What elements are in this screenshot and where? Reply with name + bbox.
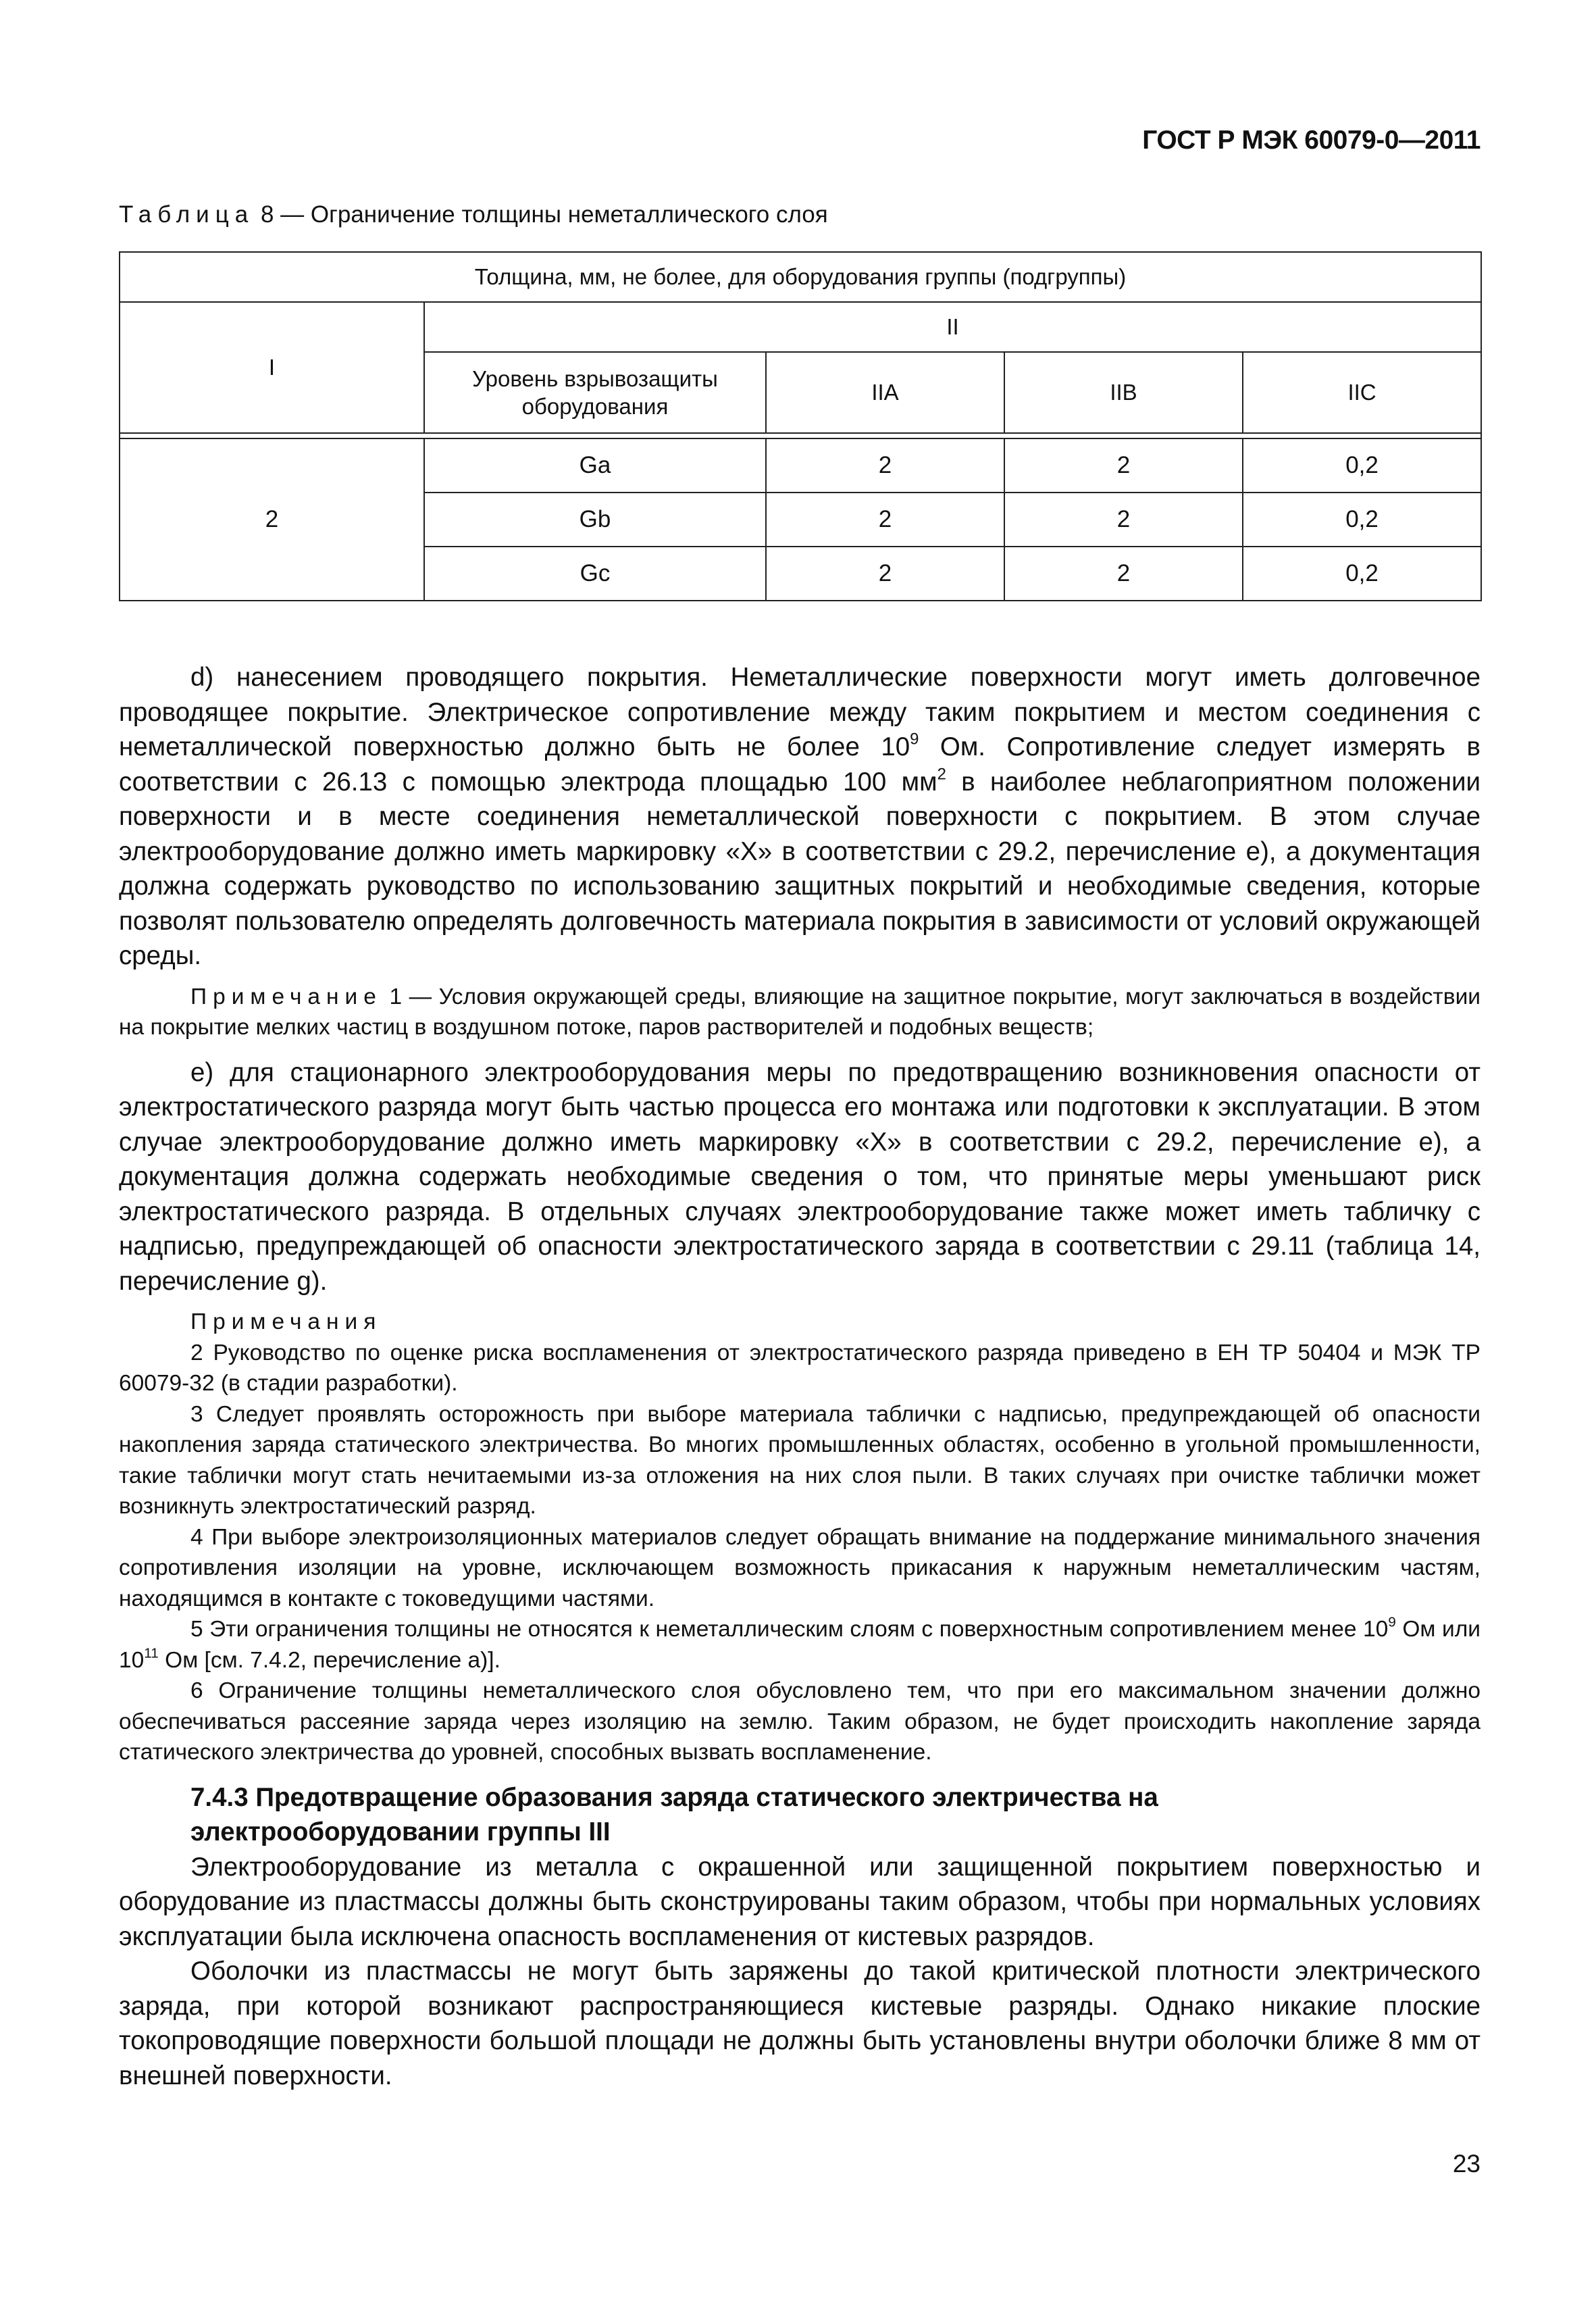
table-header-row (120, 252, 1481, 302)
table-cell-iic: 0,2 (1243, 493, 1481, 547)
group-i-value: 2 (120, 438, 424, 601)
table-cell-iia: 2 (766, 493, 1004, 547)
table-cell-iia: 2 (766, 438, 1004, 493)
table-main-header: Толщина, мм, не более, для оборудования группы (подгруппы) (120, 252, 1481, 302)
table-row (120, 438, 1481, 493)
note-4: 4 При выборе электроизоляционных материалов следует обращать внимание на поддержание минимального значения сопротивления изоляции на уровне, исключающем возможность прикасания к наружным неметаллическим частям, находящимся в контакте с токоведущими частями. (119, 1524, 1481, 1611)
subgroup-iia-header: IIA (766, 352, 1004, 433)
body-text (119, 660, 1481, 2093)
table-cell-iib: 2 (1004, 493, 1243, 547)
table-caption (119, 201, 828, 228)
table-cell-level: Gc (424, 547, 766, 601)
standard-header: ГОСТ Р МЭК 60079-0—2011 (1142, 126, 1481, 155)
subgroup-iib-header: IIB (1004, 352, 1243, 433)
group-ii-header: II (424, 302, 1481, 352)
note-6: 6 Ограничение толщины неметаллического слоя обусловлено тем, что при его максимальном значении должно обеспечиваться рассеяние заряда через изоляцию на землю. Таким образом, не будет происходить накопление заряда статического электричества до уровней, способных вызвать воспламенение. (119, 1678, 1481, 1765)
thickness-table (119, 251, 1482, 601)
section-paragraph-1: Электрооборудование из металла с окрашенной или защищенной покрытием поверхностью и оборудование из пластмассы должны быть сконструированы таким образом, чтобы при нормальных условиях эксплуатации была исключена опасность воспламенения от кистевых разрядов. (119, 1852, 1481, 1951)
table-cell-iib: 2 (1004, 438, 1243, 493)
epl-header: Уровень взрывозащиты оборудования (424, 352, 766, 433)
table-cell-level: Ga (424, 438, 766, 493)
table-cell-level: Gb (424, 493, 766, 547)
document-page (119, 0, 1481, 2314)
note-5: 5 Эти ограничения толщины не относятся к неметаллическим слоям с поверхностным сопротивлением менее $10^9$ Ом или $10^{11}$ Ом [см. 7.4.2, перечисление а)]. (119, 1614, 1481, 1673)
table-cell-iic: 0,2 (1243, 547, 1481, 601)
group-i-header: I (120, 302, 424, 433)
table-cell-iia: 2 (766, 547, 1004, 601)
note-1: Примечание 1 — Условия окружающей среды, влияющие на защитное покрытие, могут заключаться в воздействии на покрытие мелких частиц в воздушном потоке, паров растворителей и подобных веществ; (119, 984, 1481, 1040)
paragraph-d: d) нанесением проводящего покрытия. Неметаллические поверхности могут иметь долговечное проводящее покрытие. Электрическое сопротивление между таким покрытием и местом соединения с неметаллической поверхностью должно быть не более $10^9$ Ом. Сопротивление следует измерять в соответствии с 26.13 с помощью электрода площадью 100 $мм^2$ в наиболее неблагоприятном положении поверхности и в месте соединения неметаллической поверхности с покрытием. В этом случае электрооборудование должно иметь маркировку «Х» в соответствии с 29.2, перечисление е), а документация должна содержать руководство по использованию защитных покрытий и необходимые сведения, которые позволят пользователю определять долговечность материала покрытия в зависимости от условий окружающей среды. (119, 663, 1481, 970)
note-2: 2 Руководство по оценке риска воспламенения от электростатического разряда приведено в ЕН ТР 50404 и МЭК ТР 60079-32 (в стадии разработки). (119, 1340, 1481, 1396)
table-cell-iib: 2 (1004, 547, 1243, 601)
section-heading: 7.4.3 Предотвращение образования заряда статического электричества на электрооборудовании группы III (190, 1782, 1158, 1846)
page-number: 23 (1452, 2150, 1481, 2178)
table-group-row (120, 302, 1481, 352)
notes-heading: Примечания (190, 1309, 382, 1334)
table-caption-word: Таблица (119, 201, 255, 228)
table-header-separator (120, 433, 1481, 438)
section-paragraph-2: Оболочки из пластмассы не могут быть заряжены до такой критической плотности электрического заряда, при которой возникают распространяющиеся кистевые разряды. Однако никакие плоские токопроводящие поверхности большой площади не должны быть установлены внутри оболочки ближе 8 мм от внешней поверхности. (119, 1957, 1481, 2090)
table-caption-text: 8 — Ограничение толщины неметаллического слоя (254, 201, 828, 228)
paragraph-e: е) для стационарного электрооборудования меры по предотвращению возникновения опасности от электростатического разряда могут быть частью процесса его монтажа или подготовки к эксплуатации. В этом случае электрооборудование должно иметь маркировку «Х» в соответствии с 29.2, перечисление е), а документация должна содержать необходимые сведения о том, что принятые меры уменьшают риск электростатического разряда. В отдельных случаях электрооборудование также может иметь табличку с надписью, предупреждающей об опасности электростатического заряда в соответствии с 29.11 (таблица 14, перечисление g). (119, 1057, 1481, 1296)
subgroup-iic-header: IIC (1243, 352, 1481, 433)
table-cell-iic: 0,2 (1243, 438, 1481, 493)
note-3: 3 Следует проявлять осторожность при выборе материала таблички с надписью, предупреждающей об опасности накопления заряда статического электричества. Во многих промышленных областях, особенно в угольной промышленности, такие таблички могут стать нечитаемыми из-за отложения на них слоя пыли. В таких случаях при очистке таблички может возникнуть электростатический разряд. (119, 1401, 1481, 1519)
